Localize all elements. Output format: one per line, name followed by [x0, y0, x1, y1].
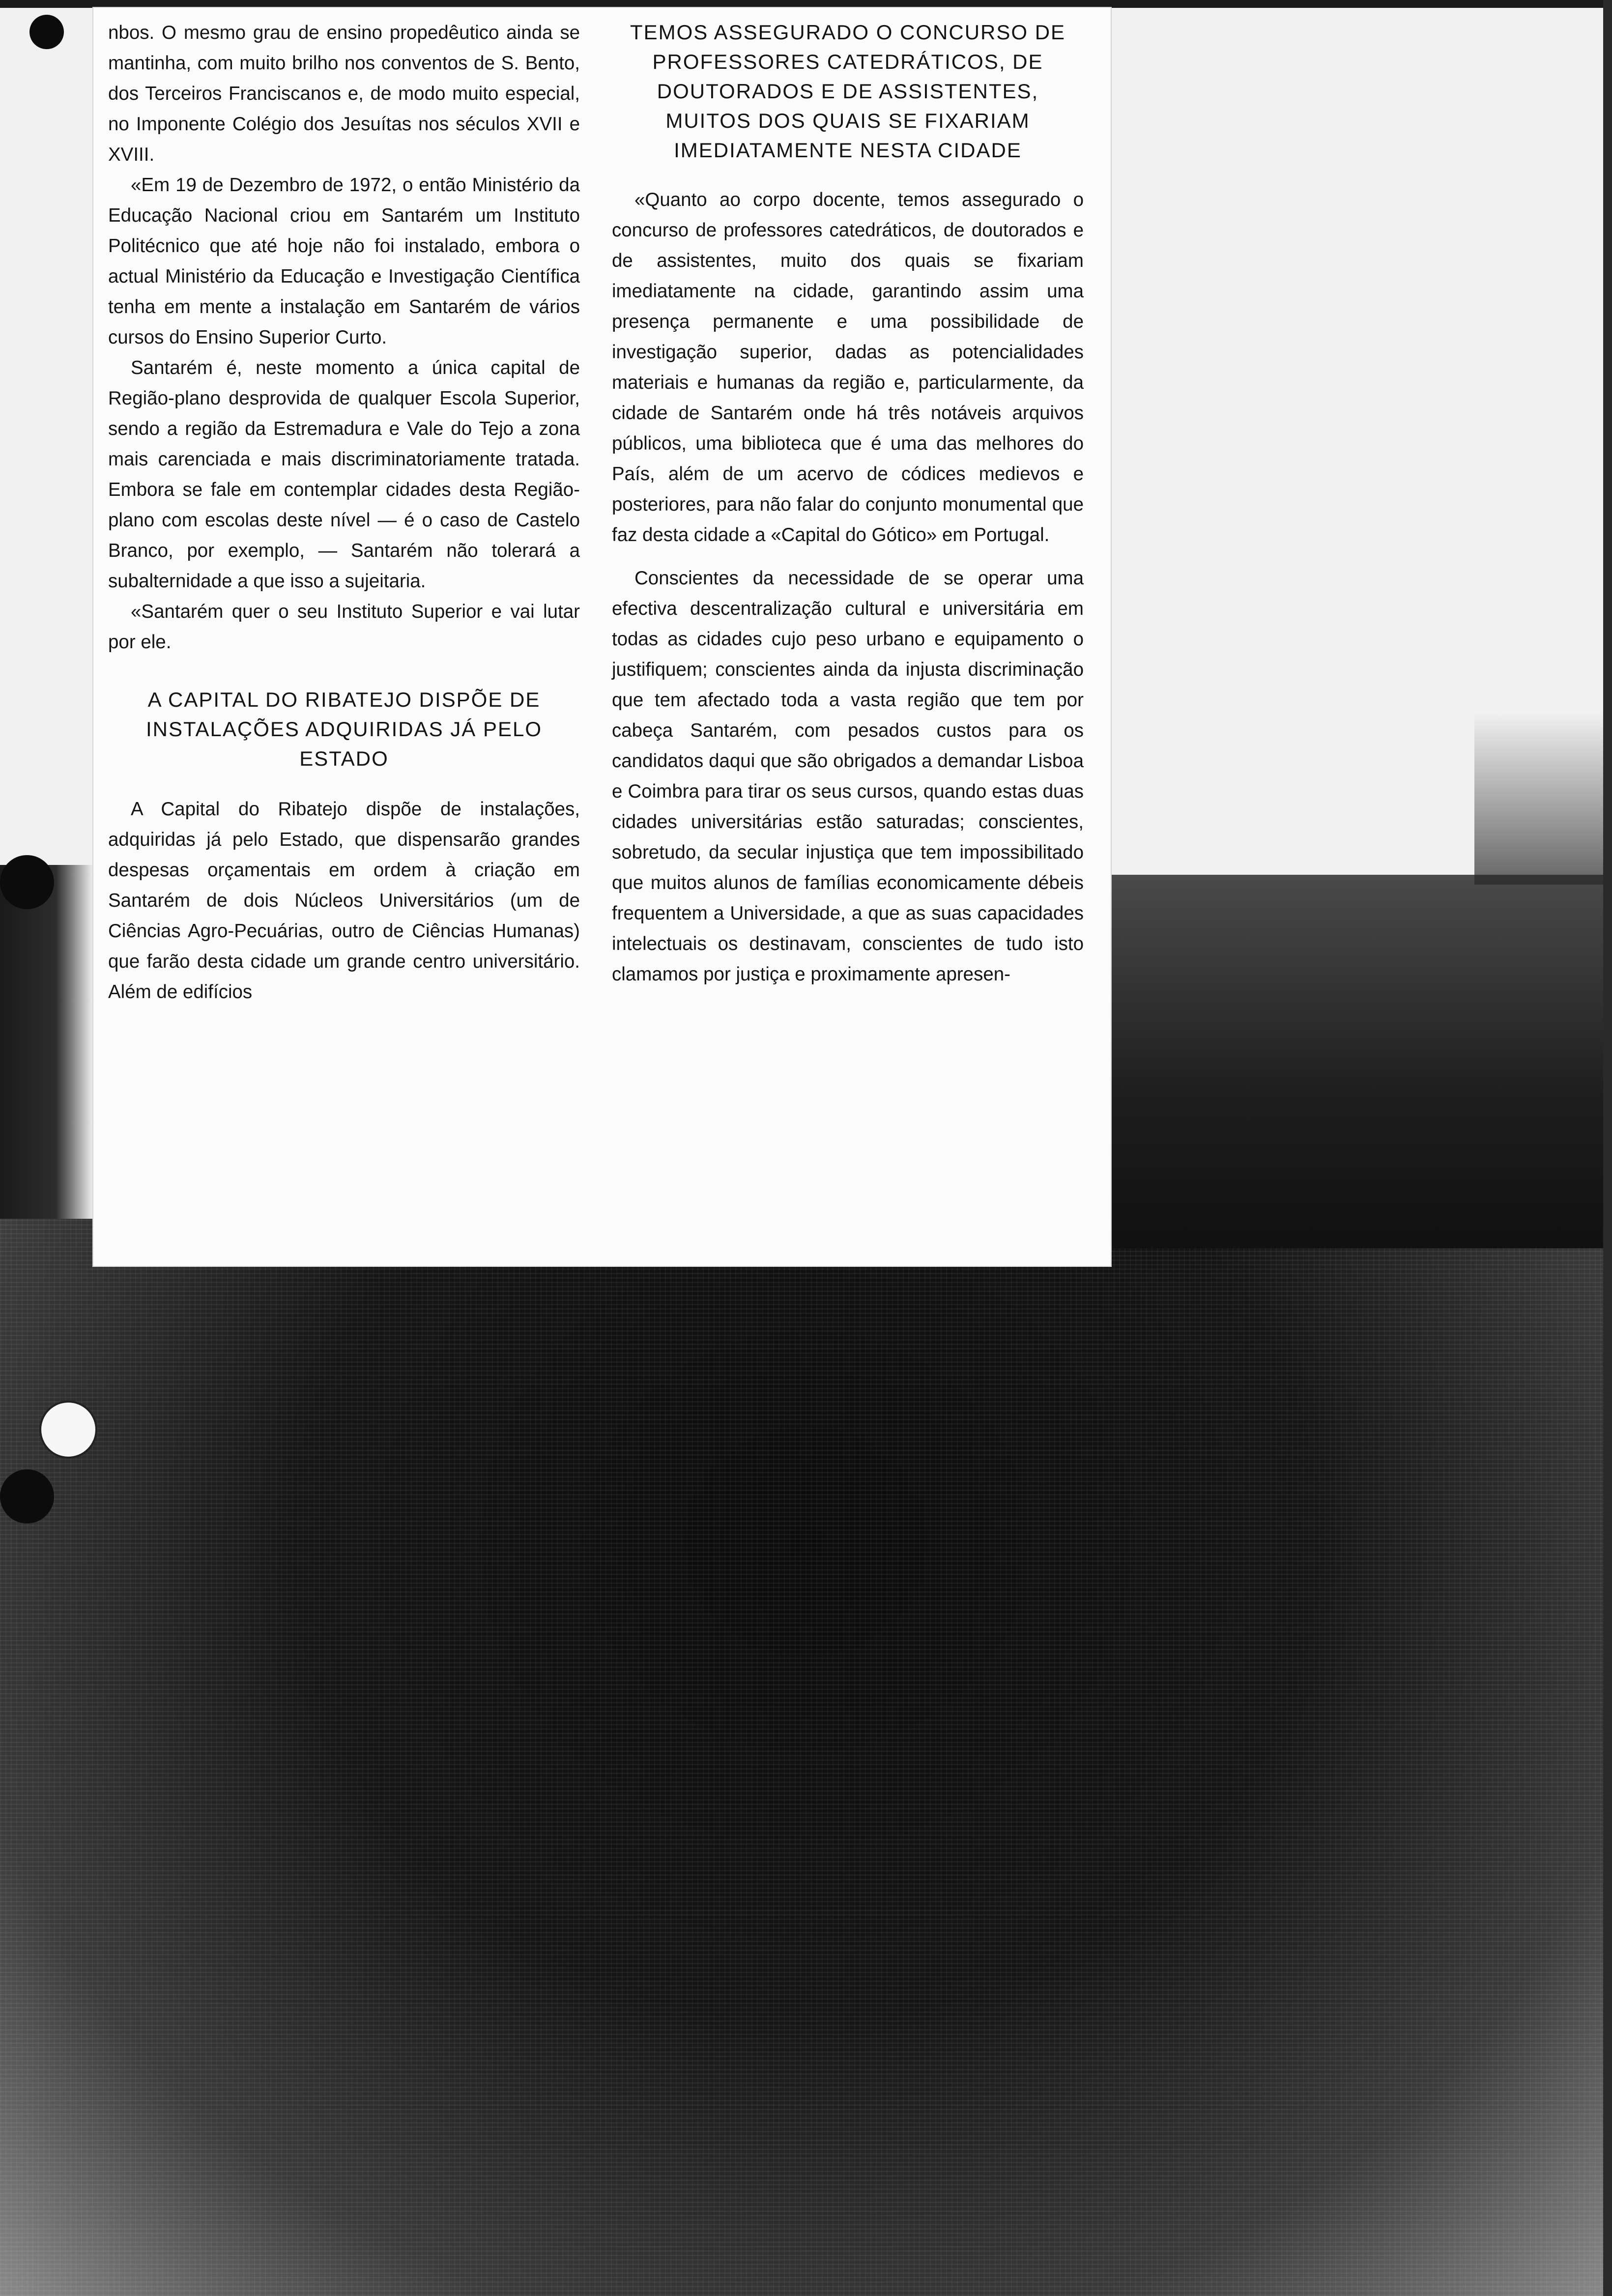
right-section-heading: TEMOS ASSEGURADO O CONCURSO DE PROFESSORES CATEDRÁTICOS, DE DOUTORADOS E DE ASSISTENTES, MUITOS DOS QUAIS SE FIXARIAM IMEDIATAMENTE NESTA CIDADE	[630, 21, 1066, 162]
right-paragraph-1: «Quanto ao corpo docente, temos assegurado o concurso de professores catedráticos, de doutorados e de assistentes, muito dos quais se fixariam imediatamente na cidade, garantindo assim uma presença permanente e uma possibilidade de investigação superior, dadas as potencialidades materiais e humanas da região e, particularmente, da cidade de Santarém onde há três notáveis arquivos públicos, uma biblioteca que é uma das melhores do País, além de um acervo de códices medievos e posteriores, para não falar do conjunto monumental que faz desta cidade a «Capital do Gótico» em Portugal.	[612, 189, 1084, 545]
left-paragraph-4: «Santarém quer o seu Instituto Superior e vai lutar por ele.	[108, 601, 580, 653]
punch-hole-top	[29, 15, 64, 49]
scan-noise-right-top	[1474, 713, 1612, 885]
left-paragraph-3: Santarém é, neste momento a única capital de Região-plano desprovida de qualquer Escola Superior, sendo a região da Estremadura e Vale do Tejo a zona mais carenciada e mais discriminatoriamente tratada. Embora se fale em contemplar cidades desta Região-plano com escolas deste nível — é o caso de Castelo Branco, por exemplo, — Santarém não tolerará a subalternidade a que isso a sujeitaria.	[108, 357, 580, 592]
top-border	[0, 0, 1612, 8]
punch-hole-lower	[0, 1469, 54, 1523]
scan-noise-bottom	[0, 1219, 1612, 2296]
scan-noise-right	[1106, 875, 1612, 1248]
newspaper-clipping	[93, 8, 1111, 1266]
right-paragraph-2: Conscientes da necessidade de se operar uma efectiva descentralização cultural e universitária em todas as cidades cujo peso urbano e equipamento o justifiquem; conscientes ainda da injusta discriminação que tem afectado toda a vasta região que tem por cabeça Santarém, com pesados custos para os candidatos daqui que são obrigados a demandar Lisboa e Coimbra para tirar os seus cursos, quando estas duas cidades universitárias estão saturadas; conscientes, sobretudo, da secular injustiça que tem impossibilitado que muitos alunos de famílias economicamente débeis frequentem a Universidade, a que as suas capacidades intelectuais os destinavam, conscientes de tudo isto clamamos por justiça e proximamente apresen-	[612, 568, 1084, 985]
scan-noise-left	[0, 865, 93, 1219]
left-paragraph-1: nbos. O mesmo grau de ensino propedêutico ainda se mantinha, com muito brilho nos conventos de S. Bento, dos Terceiros Franciscanos e, de modo muito especial, no Imponente Colégio dos Jesuítas nos séculos XVII e XVIII.	[108, 22, 580, 165]
left-section-heading: A CAPITAL DO RIBATEJO DISPÕE DE INSTALAÇÕES ADQUIRIDAS JÁ PELO ESTADO	[145, 688, 543, 770]
left-paragraph-5: A Capital do Ribatejo dispõe de instalações, adquiridas já pelo Estado, que dispensarão grandes despesas orçamentais em ordem à criação em Santarém de dois Núcleos Universitários (um de Ciências Agro-Pecuárias, outro de Ciências Humanas) que farão desta cidade um grande centro universitário. Além de edifícios	[108, 799, 580, 1003]
punch-hole-mid	[0, 855, 54, 909]
left-paragraph-2: «Em 19 de Dezembro de 1972, o então Ministério da Educação Nacional criou em Santarém um Instituto Politécnico que até hoje não foi instalado, embora o actual Ministério da Educação e Investigação Científica tenha em mente a instalação em Santarém de vários cursos do Ensino Superior Curto.	[108, 174, 580, 348]
right-column	[612, 18, 1084, 990]
punch-hole-light	[39, 1401, 97, 1459]
right-border	[1603, 0, 1612, 2296]
left-column	[108, 18, 580, 1007]
